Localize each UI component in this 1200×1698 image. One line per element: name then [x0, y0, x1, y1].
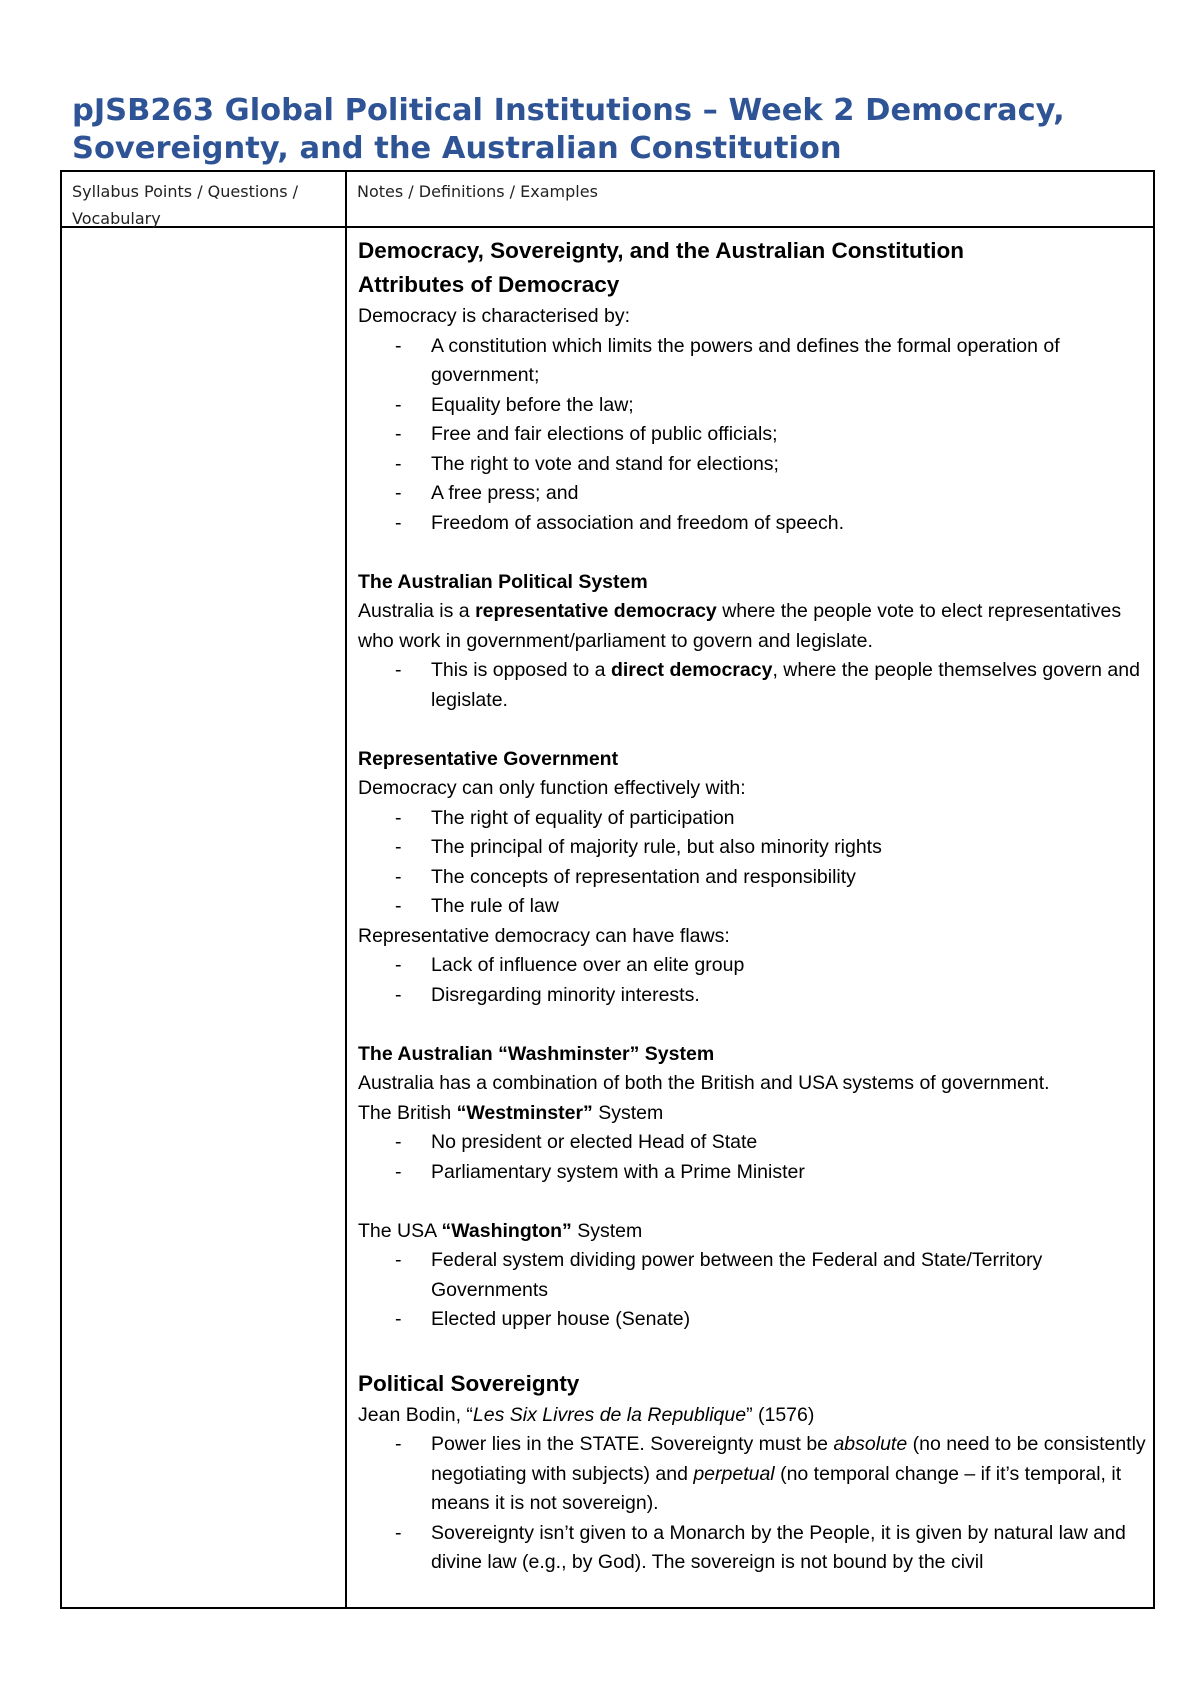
washington-subheading: The USA “Washington” System	[358, 1219, 643, 1242]
list-item: - Federal system dividing power between the Federal and State/Territory Governments	[358, 1246, 1148, 1305]
list-item: - The right to vote and stand for elections;	[358, 450, 1148, 480]
westminster-list	[358, 1128, 1148, 1187]
representative-government-intro: Democracy can only function effectively with:	[358, 777, 746, 799]
political-sovereignty-list	[358, 1430, 1148, 1578]
attributes-intro: Democracy is characterised by:	[358, 305, 631, 327]
notes-table	[60, 170, 1155, 1609]
attributes-list	[358, 332, 1148, 539]
list-item: - Parliamentary system with a Prime Minister	[358, 1158, 1148, 1188]
list-item: - Elected upper house (Senate)	[358, 1305, 1148, 1335]
australian-political-system-list	[358, 656, 1148, 715]
notes-content	[358, 230, 1148, 1578]
list-item: - Sovereignty isn’t given to a Monarch by the People, it is given by natural law and divine law (e.g., by God). The sovereign is not bound by the civil	[358, 1519, 1148, 1578]
list-item: - The right of equality of participation	[358, 804, 1148, 834]
representative-government-heading: Representative Government	[358, 747, 619, 770]
representative-flaws-list	[358, 951, 1148, 1010]
washminster-text: Australia has a combination of both the British and USA systems of government.	[358, 1072, 1050, 1094]
list-item: - Equality before the law;	[358, 391, 1148, 421]
page-title	[72, 92, 1162, 168]
representative-government-list	[358, 804, 1148, 922]
list-item: - Freedom of association and freedom of speech.	[358, 509, 1148, 539]
representative-flaws-intro: Representative democracy can have flaws:	[358, 924, 730, 947]
header-notes: Notes / Definitions / Examples	[357, 182, 598, 201]
list-item: - The rule of law	[358, 892, 1148, 922]
list-item: - Power lies in the STATE. Sovereignty must be absolute (no need to be consistently negotiating with subjects) and perpetual (no temporal change – if it’s temporal, it means it is not sovereign).	[358, 1430, 1148, 1519]
washington-list	[358, 1246, 1148, 1335]
main-heading: Democracy, Sovereignty, and the Australian Constitution	[358, 238, 964, 263]
header-syllabus-points: Syllabus Points / Questions / Vocabulary	[72, 182, 299, 228]
table-header-row	[62, 172, 1153, 228]
bodin-citation: Jean Bodin, “Les Six Livres de la Republique” (1576)	[358, 1403, 815, 1426]
column-divider	[345, 172, 347, 1607]
list-item: - The principal of majority rule, but also minority rights	[358, 833, 1148, 863]
list-item: - A free press; and	[358, 479, 1148, 509]
list-item: - This is opposed to a direct democracy, where the people themselves govern and legislate.	[358, 656, 1148, 715]
washminster-heading: The Australian “Washminster” System	[358, 1042, 715, 1065]
attributes-heading: Attributes of Democracy	[358, 272, 620, 297]
list-item: - Disregarding minority interests.	[358, 981, 1148, 1011]
list-item: - A constitution which limits the powers and defines the formal operation of government;	[358, 332, 1148, 391]
list-item: - Lack of influence over an elite group	[358, 951, 1148, 981]
list-item: - Free and fair elections of public officials;	[358, 420, 1148, 450]
list-item: - The concepts of representation and responsibility	[358, 863, 1148, 893]
political-sovereignty-heading: Political Sovereignty	[358, 1370, 580, 1396]
australian-political-system-heading: The Australian Political System	[358, 570, 648, 593]
westminster-subheading: The British “Westminster” System	[358, 1101, 664, 1124]
title-line-2: Sovereignty, and the Australian Constitution	[72, 131, 842, 166]
list-item: - No president or elected Head of State	[358, 1128, 1148, 1158]
title-line-1: pJSB263 Global Political Institutions – Week 2 Democracy,	[72, 93, 1065, 128]
australian-political-system-text: Australia is a representative democracy where the people vote to elect representatives who work in government/parliament to govern and legislate.	[358, 600, 1122, 652]
